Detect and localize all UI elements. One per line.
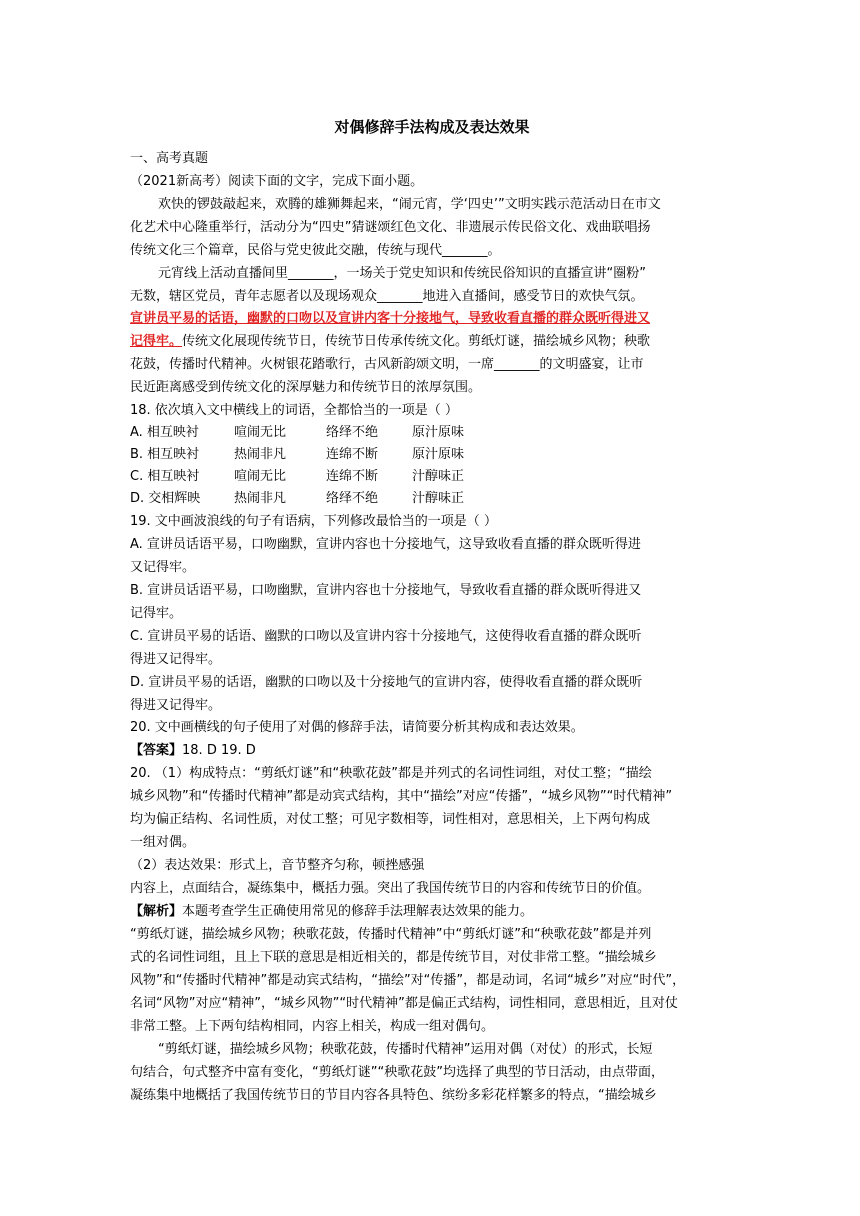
answer-text: 内容上，点面结合，凝练集中，概括力强。突出了我国传统节日的内容和传统节日的价值。	[130, 881, 651, 896]
q19-option-d: D. 宣讲员平易的话语，幽默的口吻以及十分接地气的宣讲内容，使得收看直播的群众既听	[130, 675, 643, 690]
analysis-text: 式的名词性词组，且上下联的意思是相近相关的，都是传统节目，对仗非常工整。“描绘城乡	[130, 950, 657, 965]
answer-text: 均为偏正结构、名词性质，对仗工整；可见字数相等，词性相对，意思相关，上下两句构成	[130, 812, 651, 827]
analysis-text: 名词“风物”对应“精神”，“城乡风物”“时代精神”都是偏正式结构，词性相同，意思相近，且对仗	[130, 996, 678, 1011]
answer-text: 城乡风物”和“传播时代精神”都是动宾式结构，其中“描绘”对应“传播”，“城乡风物”“时代精神”	[130, 789, 673, 804]
option-word: C. 相互映衬	[130, 469, 200, 484]
q19-option-b: B. 宣讲员话语平易，口吻幽默，宣讲内容也十分接地气，导致收看直播的群众既听得进又	[130, 583, 642, 598]
passage-line: 民近距离感受到传统文化的深厚魅力和传统节日的浓厚氛围。	[130, 380, 482, 395]
passage-line: 传统文化三个篇章，民俗与党史彼此交融，传统与现代_______。	[130, 243, 501, 258]
option-word: 络绎不绝	[326, 425, 379, 440]
q18-option-a	[130, 424, 464, 442]
option-word: 喧闹无比	[234, 425, 287, 440]
option-word: 原汁原味	[412, 425, 465, 440]
q18-option-b	[130, 446, 464, 464]
wavy-underlined-sentence: 宣讲员平易的话语，幽默的口吻以及宣讲内客十分接地气，导致收看直播的群众既听得进又	[130, 311, 651, 326]
question-18: 18. 依次填入文中横线上的词语，全都恰当的一项是（ ）	[130, 403, 458, 418]
option-word: 连绵不断	[326, 469, 379, 484]
passage-line: 欢快的锣鼓敲起来，欢腾的雄狮舞起来，“闹元宵，学‘四史’”文明实践示范活动日在市文	[158, 197, 661, 212]
passage-line: 元宵线上活动直播间里_______，一场关于党史知识和传统民俗知识的直播宣讲“圈粉”	[158, 266, 646, 281]
passage-line: 无数，辖区党员，青年志愿者以及现场观众_______地进入直播间，感受节日的欢快气氛。	[130, 289, 644, 304]
analysis-text: “剪纸灯谜，描绘城乡风物；秧歌花鼓，传播时代精神”运用对偶（对仗）的形式，长短	[158, 1042, 653, 1057]
option-word: 汁醇味正	[412, 469, 465, 484]
question-19: 19. 文中画波浪线的句子有语病，下列修改最恰当的一项是（ ）	[130, 514, 497, 529]
answer-text: 一组对偶。	[130, 835, 196, 850]
option-word: 汁醇味正	[412, 491, 465, 506]
question-20: 20. 文中画横线的句子使用了对偶的修辞手法，请简要分析其构成和表达效果。	[130, 720, 584, 735]
option-word: 络绎不绝	[326, 491, 379, 506]
document-title: 对偶修辞手法构成及表达效果	[334, 118, 530, 136]
option-word: 热闹非凡	[234, 491, 287, 506]
answer-text: 20. （1）构成特点：“剪纸灯谜”和“秧歌花鼓”都是并列式的名词性词组，对仗工整；“描绘	[130, 766, 652, 781]
analysis-text: 非常工整。上下两句结构相同，内容上相关，构成一组对偶句。	[130, 1019, 495, 1034]
passage-line: 化艺术中心隆重举行，活动分为“四史”猜谜颂红色文化、非遗展示传民俗文化、戏曲联唱扬	[130, 220, 651, 235]
option-word: 喧闹无比	[234, 469, 287, 484]
option-word: A. 相互映衬	[130, 425, 199, 440]
q19-option-a-cont: 又记得牢。	[130, 560, 196, 575]
answer-text: （2）表达效果：形式上，音节整齐匀称，顿挫感强	[130, 858, 425, 873]
analysis-text: “剪纸灯谜，描绘城乡风物；秧歌花鼓，传播时代精神”中“剪纸灯谜”和“秧歌花鼓”都是并列	[130, 927, 652, 942]
analysis-line	[130, 903, 533, 921]
option-word: B. 相互映衬	[130, 447, 200, 462]
answer-line	[130, 742, 256, 760]
q19-option-b-cont: 记得牢。	[130, 606, 183, 621]
q19-option-c-cont: 得进又记得牢。	[130, 652, 222, 667]
answer-tag: 【答案】	[130, 743, 183, 758]
analysis-text: 本题考查学生正确使用常见的修辞手法理解表达效果的能力。	[182, 904, 534, 919]
analysis-text: 凝练集中地概括了我国传统节日的节目内容各具特色、缤纷多彩花样繁多的特点，“描绘城乡	[130, 1088, 657, 1103]
section-heading: 一、高考真题	[130, 151, 209, 166]
analysis-text: 风物”和“传播时代精神”都是动宾式结构，“描绘”对“传播”，都是动词，名词“城乡”对应“时代”，	[130, 973, 686, 988]
question-source: （2021新高考）阅读下面的文字，完成下面小题。	[130, 174, 424, 189]
wavy-underlined-sentence-end: 记得牢。	[130, 334, 183, 349]
option-word: 连绵不断	[326, 447, 379, 462]
q18-option-d	[130, 490, 464, 508]
option-word: D. 交相辉映	[130, 491, 201, 506]
passage-line: 花鼓，传播时代精神。火树银花踏歌行，古风新韵颂文明，一席_______的文明盛宴，让市	[130, 357, 644, 372]
analysis-text: 句结合，句式整齐中富有变化，“剪纸灯谜”“秧歌花鼓”均选择了典型的节日活动，由点带面，	[130, 1065, 664, 1080]
option-word: 热闹非凡	[234, 447, 287, 462]
answer-values: 18. D 19. D	[182, 743, 256, 758]
analysis-tag: 【解析】	[130, 904, 183, 919]
passage-text: 传统文化展现传统节日，传统节日传承传统文化。剪纸灯谜，描绘城乡风物；秧歌	[182, 334, 651, 349]
q18-option-c	[130, 468, 464, 486]
passage-line-mixed	[130, 333, 650, 351]
q19-option-c: C. 宣讲员平易的话语、幽默的口吻以及宣讲内容十分接地气，这使得收看直播的群众既听	[130, 629, 642, 644]
option-word: 原汁原味	[412, 447, 465, 462]
q19-option-a: A. 宣讲员话语平易，口吻幽默，宣讲内容也十分接地气，这导致收看直播的群众既听得进	[130, 537, 641, 552]
q19-option-d-cont: 得进又记得牢。	[130, 698, 222, 713]
